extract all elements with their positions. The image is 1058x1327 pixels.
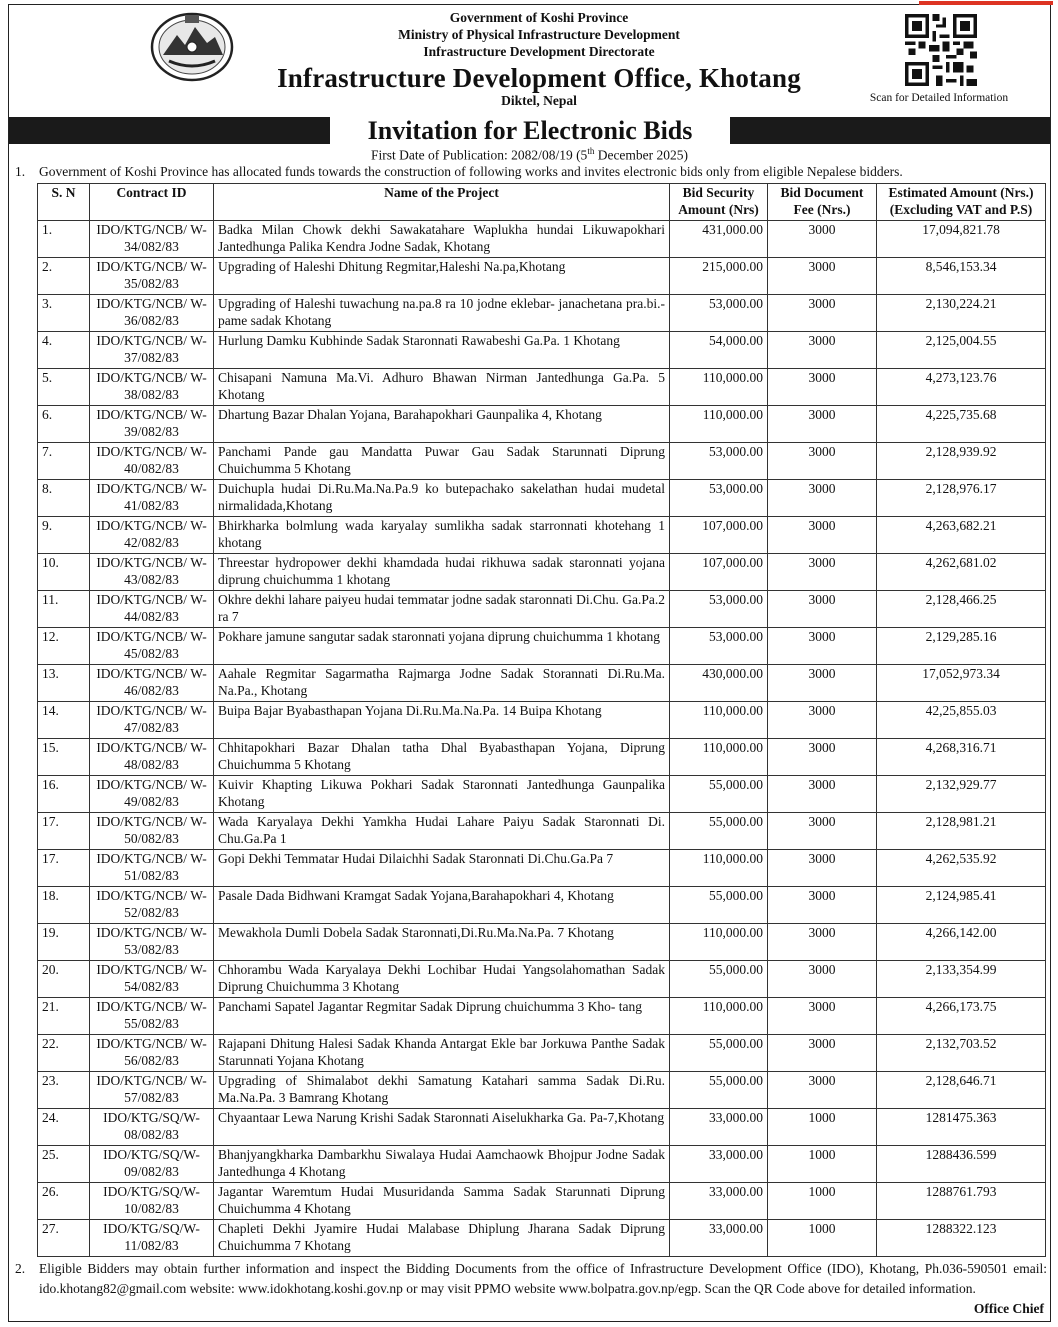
qr-caption: Scan for Detailed Information — [869, 92, 1009, 104]
row-sn: 25. — [38, 1146, 90, 1183]
note-1-number: 1. — [15, 164, 26, 179]
note-2-text: Eligible Bidders may obtain further information and inspect the Bidding Documents from the office of Infrastructure Development Office (IDO), Khotang, Ph.036-590501 email: ido.khotang82@gmail.com website: www.idokhotang.koshi.gov.np or may visit PPMO website www.bolpatra.gov.np/egp. Scan the QR Code above for detailed information. — [39, 1261, 1047, 1296]
row-contract-id: IDO/KTG/NCB/ W-47/082/83 — [90, 702, 214, 739]
row-bid-security: 110,000.00 — [670, 739, 768, 776]
ministry-line: Ministry of Physical Infrastructure Development — [398, 27, 680, 42]
publication-date — [9, 146, 1050, 164]
row-contract-id: IDO/KTG/NCB/ W-34/082/83 — [90, 221, 214, 258]
row-project-name: Pokhare jamune sangutar sadak staronnati yojana diprung chuichumma 1 khotang — [214, 628, 670, 665]
row-contract-id: IDO/KTG/NCB/ W-41/082/83 — [90, 480, 214, 517]
table-row — [38, 406, 1046, 443]
row-document-fee: 1000 — [768, 1146, 877, 1183]
header-contract-id: Contract ID — [90, 184, 214, 221]
row-sn: 12. — [38, 628, 90, 665]
row-contract-id: IDO/KTG/NCB/ W-43/082/83 — [90, 554, 214, 591]
publication-date-suffix-sup: th — [587, 146, 595, 156]
table-row — [38, 739, 1046, 776]
row-contract-id: IDO/KTG/SQ/W- 11/082/83 — [90, 1220, 214, 1257]
row-contract-id: IDO/KTG/NCB/ W-39/082/83 — [90, 406, 214, 443]
row-estimated-amount: 2,124,985.41 — [877, 887, 1046, 924]
row-document-fee: 3000 — [768, 258, 877, 295]
row-project-name: Kuivir Khapting Likuwa Pokhari Sadak Staronnati Jantedhunga Gaunpalika Khotang — [214, 776, 670, 813]
row-bid-security: 55,000.00 — [670, 887, 768, 924]
row-bid-security: 110,000.00 — [670, 406, 768, 443]
header-estimated-amount: Estimated Amount (Nrs.) (Excluding VAT and P.S) — [877, 184, 1046, 221]
row-contract-id: IDO/KTG/SQ/W- 10/082/83 — [90, 1183, 214, 1220]
row-contract-id: IDO/KTG/NCB/ W-48/082/83 — [90, 739, 214, 776]
row-project-name: Badka Milan Chowk dekhi Sawakatahare Waplukha hundai Likuwapokhari Jantedhunga Palika Kendra Jodne Sadak, Khotang — [214, 221, 670, 258]
row-bid-security: 110,000.00 — [670, 924, 768, 961]
row-bid-security: 53,000.00 — [670, 295, 768, 332]
row-sn: 2. — [38, 258, 90, 295]
row-estimated-amount: 2,128,646.71 — [877, 1072, 1046, 1109]
header — [9, 5, 1050, 117]
row-bid-security: 110,000.00 — [670, 702, 768, 739]
row-estimated-amount: 4,268,316.71 — [877, 739, 1046, 776]
row-document-fee: 3000 — [768, 739, 877, 776]
row-sn: 20. — [38, 961, 90, 998]
row-sn: 22. — [38, 1035, 90, 1072]
note-1 — [15, 164, 1045, 180]
row-project-name: Bhanjyangkharka Dambarkhu Siwalaya Hudai Aamchaowk Bhojpur Jodne Sadak Jantedhunga 4 Khotang — [214, 1146, 670, 1183]
row-estimated-amount: 4,266,142.00 — [877, 924, 1046, 961]
table-row — [38, 1035, 1046, 1072]
row-project-name: Bhirkharka bolmlung wada karyalay sumlikha sadak starronnati khotehang 1 khotang — [214, 517, 670, 554]
row-document-fee: 3000 — [768, 480, 877, 517]
row-project-name: Threestar hydropower dekhi khamdada hudai rikhuwa sadak staronnati yojana diprung chuichumma 1 khotang — [214, 554, 670, 591]
row-document-fee: 3000 — [768, 221, 877, 258]
row-sn: 24. — [38, 1109, 90, 1146]
nepal-emblem-icon — [149, 11, 235, 83]
row-bid-security: 33,000.00 — [670, 1183, 768, 1220]
notice-page — [8, 4, 1051, 1322]
row-project-name: Upgrading of Haleshi tuwachung na.pa.8 ra 10 jodne eklebar- janachetana pra.bi.-pame sadak Khotang — [214, 295, 670, 332]
row-contract-id: IDO/KTG/NCB/ W-42/082/83 — [90, 517, 214, 554]
table-row — [38, 850, 1046, 887]
row-estimated-amount: 4,225,735.68 — [877, 406, 1046, 443]
publication-date-suffix: December 2025) — [594, 147, 689, 163]
row-contract-id: IDO/KTG/NCB/ W-53/082/83 — [90, 924, 214, 961]
table-body — [38, 221, 1046, 1257]
table-row — [38, 628, 1046, 665]
header-lines — [239, 9, 839, 60]
note-2-number: 2. — [15, 1261, 26, 1276]
row-bid-security: 110,000.00 — [670, 369, 768, 406]
row-document-fee: 1000 — [768, 1109, 877, 1146]
row-contract-id: IDO/KTG/NCB/ W-54/082/83 — [90, 961, 214, 998]
row-bid-security: 33,000.00 — [670, 1109, 768, 1146]
row-sn: 10. — [38, 554, 90, 591]
table-row — [38, 1146, 1046, 1183]
row-sn: 14. — [38, 702, 90, 739]
row-project-name: Buipa Bajar Byabasthapan Yojana Di.Ru.Ma.Na.Pa. 14 Buipa Khotang — [214, 702, 670, 739]
row-bid-security: 430,000.00 — [670, 665, 768, 702]
row-sn: 7. — [38, 443, 90, 480]
row-estimated-amount: 2,133,354.99 — [877, 961, 1046, 998]
row-bid-security: 215,000.00 — [670, 258, 768, 295]
table-row — [38, 776, 1046, 813]
row-sn: 6. — [38, 406, 90, 443]
row-document-fee: 3000 — [768, 776, 877, 813]
table-row — [38, 591, 1046, 628]
row-document-fee: 1000 — [768, 1183, 877, 1220]
row-contract-id: IDO/KTG/NCB/ W-46/082/83 — [90, 665, 214, 702]
table-row — [38, 369, 1046, 406]
row-project-name: Panchami Sapatel Jagantar Regmitar Sadak Diprung chuichumma 3 Kho- tang — [214, 998, 670, 1035]
row-bid-security: 431,000.00 — [670, 221, 768, 258]
row-estimated-amount: 2,125,004.55 — [877, 332, 1046, 369]
row-document-fee: 3000 — [768, 998, 877, 1035]
office-location: Diktel, Nepal — [501, 93, 577, 108]
row-project-name: Upgrading of Shimalabot dekhi Samatung Katahari samma Sadak Di.Ru. Ma.Na.Pa. 3 Bamrang Khotang — [214, 1072, 670, 1109]
table-row — [38, 221, 1046, 258]
row-sn: 11. — [38, 591, 90, 628]
row-bid-security: 55,000.00 — [670, 1035, 768, 1072]
row-document-fee: 3000 — [768, 332, 877, 369]
row-project-name: Chhitapokhari Bazar Dhalan tatha Dhal Byabasthapan Yojana, Diprung Chuichumma 5 Khotang — [214, 739, 670, 776]
table-row — [38, 1220, 1046, 1257]
row-sn: 18. — [38, 887, 90, 924]
row-contract-id: IDO/KTG/NCB/ W-40/082/83 — [90, 443, 214, 480]
row-estimated-amount: 4,266,173.75 — [877, 998, 1046, 1035]
row-project-name: Gopi Dekhi Temmatar Hudai Dilaichhi Sadak Staronnati Di.Chu.Ga.Pa 7 — [214, 850, 670, 887]
row-estimated-amount: 1281475.363 — [877, 1109, 1046, 1146]
row-estimated-amount: 1288436.599 — [877, 1146, 1046, 1183]
row-contract-id: IDO/KTG/NCB/ W-36/082/83 — [90, 295, 214, 332]
row-estimated-amount: 8,546,153.34 — [877, 258, 1046, 295]
row-sn: 23. — [38, 1072, 90, 1109]
row-project-name: Hurlung Damku Kubhinde Sadak Staronnati Rawabeshi Ga.Pa. 1 Khotang — [214, 332, 670, 369]
row-project-name: Upgrading of Haleshi Dhitung Regmitar,Haleshi Na.pa,Khotang — [214, 258, 670, 295]
row-document-fee: 3000 — [768, 443, 877, 480]
row-contract-id: IDO/KTG/NCB/ W-38/082/83 — [90, 369, 214, 406]
row-sn: 19. — [38, 924, 90, 961]
table-row — [38, 665, 1046, 702]
office-title: Infrastructure Development Office, Khotang — [277, 63, 801, 93]
row-estimated-amount: 2,128,939.92 — [877, 443, 1046, 480]
table-row — [38, 443, 1046, 480]
row-sn: 9. — [38, 517, 90, 554]
row-document-fee: 1000 — [768, 1220, 877, 1257]
table-row — [38, 332, 1046, 369]
row-contract-id: IDO/KTG/NCB/ W-35/082/83 — [90, 258, 214, 295]
row-bid-security: 55,000.00 — [670, 1072, 768, 1109]
row-contract-id: IDO/KTG/NCB/ W-55/082/83 — [90, 998, 214, 1035]
row-document-fee: 3000 — [768, 1072, 877, 1109]
row-sn: 1. — [38, 221, 90, 258]
row-bid-security: 53,000.00 — [670, 628, 768, 665]
row-document-fee: 3000 — [768, 850, 877, 887]
row-document-fee: 3000 — [768, 369, 877, 406]
table-row — [38, 961, 1046, 998]
row-contract-id: IDO/KTG/NCB/ W-51/082/83 — [90, 850, 214, 887]
row-bid-security: 53,000.00 — [670, 480, 768, 517]
row-estimated-amount: 17,052,973.34 — [877, 665, 1046, 702]
row-bid-security: 55,000.00 — [670, 813, 768, 850]
row-document-fee: 3000 — [768, 517, 877, 554]
row-sn: 13. — [38, 665, 90, 702]
row-contract-id: IDO/KTG/NCB/ W-45/082/83 — [90, 628, 214, 665]
row-sn: 17. — [38, 813, 90, 850]
row-sn: 17. — [38, 850, 90, 887]
row-bid-security: 55,000.00 — [670, 776, 768, 813]
row-document-fee: 3000 — [768, 1035, 877, 1072]
row-project-name: Duichupla hudai Di.Ru.Ma.Na.Pa.9 ko butepachako sakelathan hudai mudetal nirmalidada,Khotang — [214, 480, 670, 517]
table-row — [38, 258, 1046, 295]
row-estimated-amount: 1288322.123 — [877, 1220, 1046, 1257]
row-sn: 8. — [38, 480, 90, 517]
row-contract-id: IDO/KTG/NCB/ W-52/082/83 — [90, 887, 214, 924]
row-bid-security: 33,000.00 — [670, 1220, 768, 1257]
row-sn: 15. — [38, 739, 90, 776]
table-row — [38, 554, 1046, 591]
row-contract-id: IDO/KTG/NCB/ W-49/082/83 — [90, 776, 214, 813]
row-estimated-amount: 4,262,681.02 — [877, 554, 1046, 591]
table-row — [38, 813, 1046, 850]
table-row — [38, 1183, 1046, 1220]
row-contract-id: IDO/KTG/SQ/W- 09/082/83 — [90, 1146, 214, 1183]
row-document-fee: 3000 — [768, 702, 877, 739]
table-row — [38, 1109, 1046, 1146]
row-estimated-amount: 4,263,682.21 — [877, 517, 1046, 554]
table-row — [38, 480, 1046, 517]
row-contract-id: IDO/KTG/NCB/ W-50/082/83 — [90, 813, 214, 850]
row-sn: 4. — [38, 332, 90, 369]
row-document-fee: 3000 — [768, 924, 877, 961]
row-estimated-amount: 2,130,224.21 — [877, 295, 1046, 332]
row-contract-id: IDO/KTG/NCB/ W-44/082/83 — [90, 591, 214, 628]
row-estimated-amount: 42,25,855.03 — [877, 702, 1046, 739]
row-project-name: Chhorambu Wada Karyalaya Dekhi Lochibar Hudai Yangsolahomathan Sadak Diprung Chuichumma 3 Khotang — [214, 961, 670, 998]
signature: Office Chief — [973, 1301, 1044, 1316]
row-bid-security: 110,000.00 — [670, 998, 768, 1035]
row-estimated-amount: 2,132,929.77 — [877, 776, 1046, 813]
row-project-name: Chisapani Namuna Ma.Vi. Adhuro Bhawan Nirman Jantedhunga Ga.Pa. 5 Khotang — [214, 369, 670, 406]
table-row — [38, 702, 1046, 739]
row-project-name: Dhartung Bazar Dhalan Yojana, Barahapokhari Gaunpalika 4, Khotang — [214, 406, 670, 443]
government-line: Government of Koshi Province — [449, 10, 629, 25]
row-estimated-amount: 2,128,976.17 — [877, 480, 1046, 517]
row-project-name: Panchami Pande gau Mandatta Puwar Gau Sadak Starunnati Diprung Chuichumma 5 Khotang — [214, 443, 670, 480]
qr-code-icon[interactable] — [905, 14, 977, 86]
row-project-name: Okhre dekhi lahare paiyeu hudai temmatar jodne sadak staronnati Di.Chu. Ga.Pa.2 ra 7 — [214, 591, 670, 628]
row-project-name: Jagantar Waremtum Hudai Musuridanda Samma Sadak Starunnati Diprung Chuichumma 4 Khotang — [214, 1183, 670, 1220]
row-bid-security: 107,000.00 — [670, 517, 768, 554]
header-bid-security: Bid Security Amount (Nrs) — [670, 184, 768, 221]
table-row — [38, 887, 1046, 924]
table-row — [38, 998, 1046, 1035]
notice-title: Invitation for Electronic Bids — [330, 116, 730, 146]
row-project-name: Chyaantaar Lewa Narung Krishi Sadak Staronnati Aiselukharka Ga. Pa-7,Khotang — [214, 1109, 670, 1146]
row-estimated-amount: 2,132,703.52 — [877, 1035, 1046, 1072]
row-project-name: Pasale Dada Bidhwani Kramgat Sadak Yojana,Barahapokhari 4, Khotang — [214, 887, 670, 924]
row-project-name: Chapleti Dekhi Jyamire Hudai Malabase Dhiplung Jharana Sadak Diprung Chuichumma 7 Khotang — [214, 1220, 670, 1257]
row-bid-security: 110,000.00 — [670, 850, 768, 887]
row-bid-security: 107,000.00 — [670, 554, 768, 591]
directorate-line: Infrastructure Development Directorate — [423, 44, 655, 59]
row-project-name: Wada Karyalaya Dekhi Yamkha Hudai Lahare Paiyu Sadak Staronnati Di. Chu.Ga.Pa 1 — [214, 813, 670, 850]
row-document-fee: 3000 — [768, 554, 877, 591]
header-document-fee: Bid Document Fee (Nrs.) — [768, 184, 877, 221]
row-sn: 5. — [38, 369, 90, 406]
row-sn: 21. — [38, 998, 90, 1035]
row-estimated-amount: 1288761.793 — [877, 1183, 1046, 1220]
row-estimated-amount: 4,273,123.76 — [877, 369, 1046, 406]
row-contract-id: IDO/KTG/NCB/ W-56/082/83 — [90, 1035, 214, 1072]
header-project-name: Name of the Project — [214, 184, 670, 221]
row-project-name: Aahale Regmitar Sagarmatha Rajmarga Jodne Sadak Storannati Di.Ru.Ma. Na.Pa., Khotang — [214, 665, 670, 702]
row-bid-security: 53,000.00 — [670, 443, 768, 480]
row-estimated-amount: 2,129,285.16 — [877, 628, 1046, 665]
bids-table — [37, 183, 1046, 1257]
table-header-row — [38, 184, 1046, 221]
row-document-fee: 3000 — [768, 295, 877, 332]
row-project-name: Mewakhola Dumli Dobela Sadak Staronnati,Di.Ru.Ma.Na.Pa. 7 Khotang — [214, 924, 670, 961]
row-bid-security: 55,000.00 — [670, 961, 768, 998]
row-contract-id: IDO/KTG/NCB/ W-37/082/83 — [90, 332, 214, 369]
row-bid-security: 54,000.00 — [670, 332, 768, 369]
row-document-fee: 3000 — [768, 665, 877, 702]
row-sn: 26. — [38, 1183, 90, 1220]
table-row — [38, 924, 1046, 961]
header-sn: S. N — [38, 184, 90, 221]
row-document-fee: 3000 — [768, 813, 877, 850]
row-document-fee: 3000 — [768, 591, 877, 628]
publication-date-prefix: First Date of Publication: 2082/08/19 (5 — [370, 147, 588, 163]
row-document-fee: 3000 — [768, 628, 877, 665]
row-document-fee: 3000 — [768, 961, 877, 998]
note-2 — [15, 1259, 1047, 1298]
row-sn: 16. — [38, 776, 90, 813]
row-contract-id: IDO/KTG/SQ/W- 08/082/83 — [90, 1109, 214, 1146]
row-document-fee: 3000 — [768, 887, 877, 924]
table-row — [38, 1072, 1046, 1109]
note-1-text: Government of Koshi Province has allocated funds towards the construction of following works and invites electronic bids only from eligible Nepalese bidders. — [39, 164, 903, 179]
row-estimated-amount: 2,128,981.21 — [877, 813, 1046, 850]
row-bid-security: 33,000.00 — [670, 1146, 768, 1183]
row-contract-id: IDO/KTG/NCB/ W-57/082/83 — [90, 1072, 214, 1109]
row-project-name: Rajapani Dhitung Halesi Sadak Khanda Antargat Ekle bar Jorkuwa Panthe Sadak Starunnati Yojana Khotang — [214, 1035, 670, 1072]
row-estimated-amount: 17,094,821.78 — [877, 221, 1046, 258]
row-bid-security: 53,000.00 — [670, 591, 768, 628]
table-row — [38, 295, 1046, 332]
table-row — [38, 517, 1046, 554]
row-sn: 3. — [38, 295, 90, 332]
row-estimated-amount: 4,262,535.92 — [877, 850, 1046, 887]
row-estimated-amount: 2,128,466.25 — [877, 591, 1046, 628]
row-sn: 27. — [38, 1220, 90, 1257]
row-document-fee: 3000 — [768, 406, 877, 443]
